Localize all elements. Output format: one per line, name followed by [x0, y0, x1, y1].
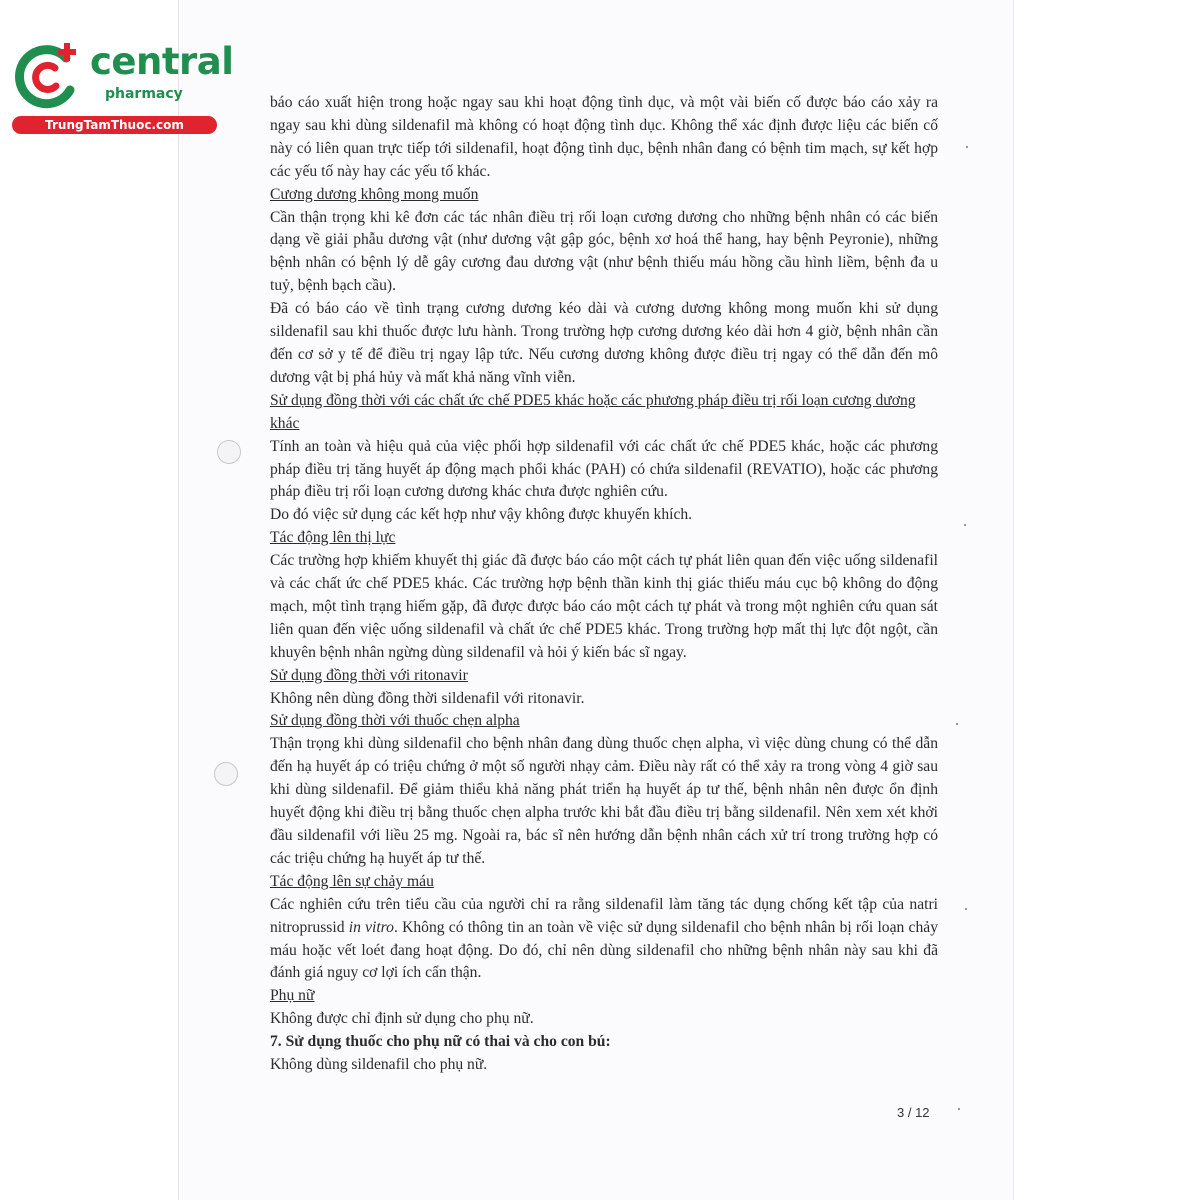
- page-number: 3 / 12: [897, 1105, 930, 1120]
- paragraph: Đã có báo cáo về tình trạng cương dương kéo dài và cương dương không mong muốn khi sử dụng sildenafil sau khi thuốc được lưu hành. Trong trường hợp cương dương kéo dài hơn 4 giờ, bệnh nhân cần đến cơ sở y tế để điều trị ngay lập tức. Nếu cương dương không được điều trị ngay có thể dẫn đến mô dương vật bị phá hủy và mất khả năng vĩnh viễn.: [270, 300, 938, 386]
- section-heading: Tác động lên thị lực: [270, 529, 396, 547]
- section-heading: Sử dụng đồng thời với thuốc chẹn alpha: [270, 712, 520, 730]
- scan-speck: [965, 908, 967, 910]
- paragraph: [270, 894, 938, 986]
- paragraph: Tính an toàn và hiệu quả của việc phối hợp sildenafil với các chất ức chế PDE5 khác, hoặc các phương pháp điều trị tăng huyết áp động mạch phổi khác (PAH) có chứa sildenafil (REVATIO), hoặc các phương pháp điều trị rối loạn cương dương khác chưa được nghiên cứu.: [270, 437, 938, 501]
- punch-hole: [214, 762, 238, 786]
- section-heading: Sử dụng đồng thời với ritonavir: [270, 666, 468, 684]
- scan-speck: [958, 1108, 960, 1110]
- paragraph-text: Các nghiên cứu trên tiểu cầu của người chỉ ra rằng sildenafil làm tăng tác dụng chống kết tập của natri nitroprussid: [270, 895, 938, 936]
- paragraph: Không nên dùng đồng thời sildenafil với ritonavir.: [270, 689, 585, 707]
- paragraph: Cần thận trọng khi kê đơn các tác nhân điều trị rối loạn cương dương cho những bệnh nhân có các biến dạng về giải phẫu dương vật (như dương vật gập góc, bệnh xơ hoá thể hang, hay bệnh Peyronie), những bệnh nhân có bệnh lý dễ gây cương đau dương vật (như bệnh thiếu máu hồng cầu hình liềm, bệnh đa u tuỷ, bệnh bạch cầu).: [270, 208, 938, 295]
- paragraph: Không dùng sildenafil cho phụ nữ.: [270, 1056, 488, 1074]
- section-heading: Phụ nữ: [270, 987, 315, 1005]
- numbered-section-heading: 7. Sử dụng thuốc cho phụ nữ có thai và cho con bú:: [270, 1033, 611, 1051]
- paragraph: Các trường hợp khiếm khuyết thị giác đã được báo cáo một cách tự phát liên quan đến việc uống sildenafil và các chất ức chế PDE5 khác. Các trường hợp bệnh thần kinh thị giác thiếu máu cục bộ không do động mạch, một tình trạng hiếm gặp, đã được được báo cáo một cách tự phát và trong một nghiên cứu quan sát liên quan đến việc uống sildenafil và chất ức chế PDE5 khác. Trong trường hợp mất thị lực đột ngột, cần khuyên bệnh nhân ngừng dùng sildenafil và hỏi ý kiến bác sĩ ngay.: [270, 552, 938, 661]
- scan-speck: [966, 146, 968, 148]
- paragraph: báo cáo xuất hiện trong hoặc ngay sau khi hoạt động tình dục, và một vài biến cố được báo cáo xảy ra ngay sau khi dùng sildenafil mà không có hoạt động tình dục. Không thể xác định được liệu các biến cố này có liên quan trực tiếp tới sildenafil, hoạt động tình dục, bệnh nhân đang có bệnh tim mạch, sự kết hợp các yếu tố này hay các yếu tố khác.: [270, 94, 938, 180]
- document-body: [270, 92, 938, 1077]
- paragraph-text: . Không có thông tin an toàn về việc sử dụng sildenafil cho bệnh nhân bị rối loạn chảy máu hoặc vết loét đang hoạt động. Do đó, chỉ nên dùng sildenafil cho những bệnh nhân này sau khi đã đánh giá nguy cơ lợi ích cẩn thận.: [270, 918, 938, 982]
- section-heading: Sử dụng đồng thời với các chất ức chế PDE5 khác hoặc các phương pháp điều trị rối loạn cương dương khác: [270, 391, 916, 432]
- punch-hole: [217, 440, 241, 464]
- brand-subtitle: pharmacy: [105, 86, 183, 102]
- brand-website-badge[interactable]: TrungTamThuoc.com: [12, 116, 217, 134]
- central-pharmacy-logo-icon: [10, 38, 86, 114]
- paragraph: Thận trọng khi dùng sildenafil cho bệnh nhân đang dùng thuốc chẹn alpha, vì việc dùng chung có thể dẫn đến hạ huyết áp có triệu chứng ở một số người nhạy cảm. Điều này rất có thể xảy ra trong vòng 4 giờ sau khi dùng sildenafil. Để giảm thiểu khả năng phát triển hạ huyết áp tư thế, bệnh nhân nên được ổn định huyết động khi điều trị bằng thuốc chẹn alpha trước khi bắt đầu điều trị bằng sildenafil. Nên xem xét khởi đầu sildenafil với liều 25 mg. Ngoài ra, bác sĩ nên hướng dẫn bệnh nhân cách xử trí trong trường hợp có các triệu chứng hạ huyết áp tư thế.: [270, 735, 938, 867]
- italic-term: in vitro: [348, 918, 394, 936]
- section-heading: Tác động lên sự chảy máu: [270, 872, 434, 890]
- brand-logo[interactable]: [10, 36, 234, 136]
- paragraph: Do đó việc sử dụng các kết hợp như vậy không được khuyến khích.: [270, 506, 693, 524]
- scan-speck: [956, 723, 958, 725]
- section-heading: Cương dương không mong muốn: [270, 185, 479, 203]
- scan-speck: [964, 524, 966, 526]
- paragraph: Không được chỉ định sử dụng cho phụ nữ.: [270, 1010, 534, 1028]
- brand-name: central: [90, 40, 234, 83]
